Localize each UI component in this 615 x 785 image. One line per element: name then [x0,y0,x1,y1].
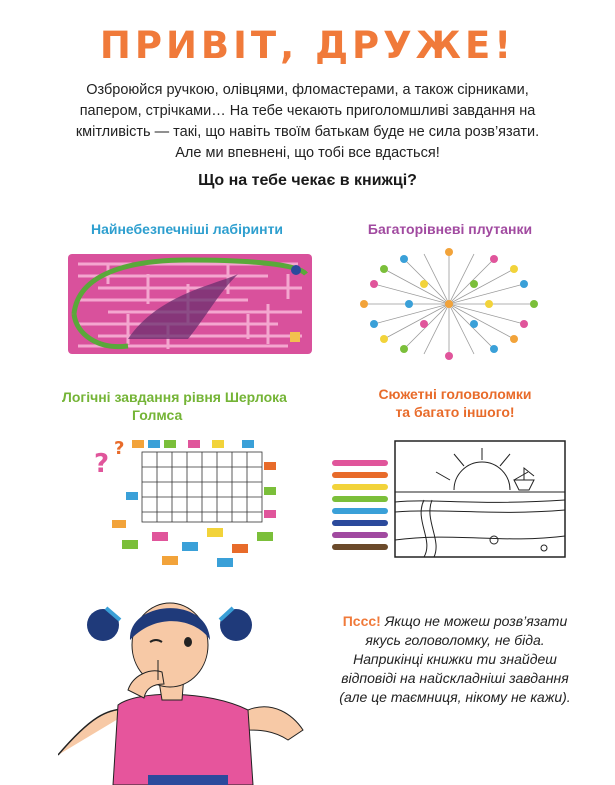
svg-text:?: ? [114,438,125,459]
intro-line: кмітливість — такі, що навіть твоїм батькам буде не сила розв’язати. [75,124,540,140]
intro-line: Озброюйся ручкою, олівцями, фломастерами, а також сірниками, [86,82,529,98]
secret-line-rest: Якщо не можеш розв’язати [380,613,568,629]
tangle-illustration [354,244,544,364]
intro-line: Але ми впевнені, що тобі все вдасться! [175,145,440,161]
secret-note [320,612,590,707]
secret-line: (але це таємниця, нікому не кажи). [339,689,571,705]
secret-line: якусь головоломку, не біда. [365,632,545,648]
plot-label-line: Сюжетні головоломки [378,386,532,402]
intro-paragraph [60,80,555,164]
coloring-scene-illustration [394,440,566,558]
maze-illustration [68,254,312,354]
secret-highlight: Пссс! [342,613,381,629]
maze-label: Найнебезпечніші лабіринти [90,221,284,237]
logic-label [62,388,312,424]
girl-illustration [58,580,308,785]
plot-label [350,385,560,421]
logic-label-line: Голмса [132,407,183,423]
secret-line: Наприкінці книжки ти знайдеш [353,651,557,667]
section-heading: Що на тебе чекає в книжці? [198,172,417,189]
svg-text:?: ? [94,449,110,479]
secret-line [320,612,590,631]
pencils-illustration [330,458,392,558]
logic-illustration [92,432,292,572]
secret-line: відповіді на найскладніші завдання [341,670,569,686]
page-title: ПРИВІТ, ДРУЖЕ! [99,24,516,67]
tangle-label: Багаторівневі плутанки [367,221,533,237]
intro-line: папером, стрічками… На тебе чекають приголомшливі завдання на [79,103,536,119]
plot-label-line: та багато іншого! [395,404,515,420]
logic-label-line: Логічні завдання рівня Шерлока [62,389,287,405]
